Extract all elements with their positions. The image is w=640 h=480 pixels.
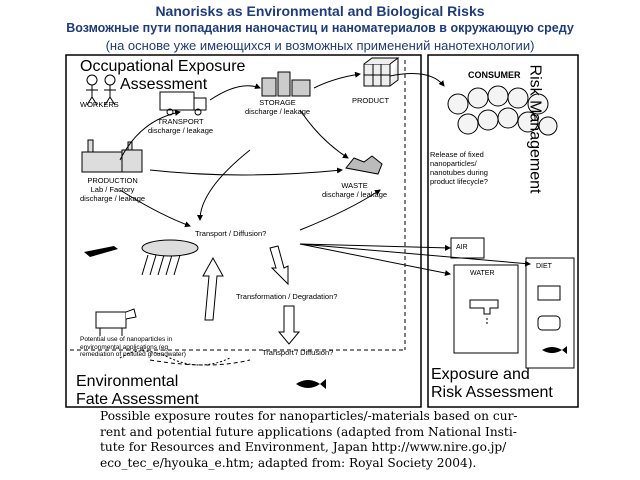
- airplane-icon: [84, 246, 118, 257]
- storage-sub: discharge / leakage: [245, 107, 311, 116]
- consumer-label: CONSUMER: [468, 70, 521, 80]
- product-label: PRODUCT: [352, 96, 390, 105]
- rain-lines: [142, 240, 198, 275]
- transport-label: [148, 117, 213, 135]
- subtitle-russian: (на основе уже имеющихся и возможных применений нанотехнологии): [105, 38, 535, 53]
- factory-icon: [82, 140, 142, 172]
- transport-sub: discharge / leakage: [148, 126, 214, 135]
- waste-sub: discharge / leakage: [322, 190, 388, 199]
- release-line-3: nanotubes during: [430, 168, 488, 177]
- occupational-heading: [80, 58, 245, 94]
- title-english: Nanorisks as Environmental and Biological Risks: [155, 3, 485, 19]
- storage-title: STORAGE: [259, 98, 296, 107]
- occupational-line-1: Occupational Exposure: [80, 58, 246, 75]
- transport-diffusion-1: Transport / Diffusion?: [195, 229, 267, 238]
- storage-label: [245, 98, 310, 116]
- production-sub2: discharge / leakage: [80, 194, 146, 203]
- cow-icon: [96, 309, 136, 336]
- potential-line-2: environmental applications (eg: [80, 343, 169, 351]
- tap-icon: [470, 300, 498, 326]
- waste-title: WASTE: [341, 181, 368, 190]
- water-label: WATER: [470, 270, 495, 277]
- risk-management-heading: Risk Management: [526, 64, 544, 194]
- transport-diffusion-2: Transport / Diffusion?: [262, 348, 334, 357]
- caption-line-2: rent and potential future applications (adapted from National Insti-: [100, 424, 517, 439]
- caption-line-1: Possible exposure routes for nanoparticles/-materials based on cur-: [100, 409, 518, 423]
- product-icon: [364, 58, 398, 86]
- environmental-line-2: Fate Assessment: [76, 391, 199, 408]
- workers-label: WORKERS: [80, 100, 119, 109]
- exposure-line-2: Risk Assessment: [431, 384, 553, 401]
- truck-icon: [160, 92, 206, 115]
- figure-caption: [100, 409, 570, 471]
- release-line-2: nanoparticles/: [430, 159, 477, 168]
- release-line-1: Release of fixed: [430, 150, 484, 159]
- release-line-4: product lifecycle?: [430, 177, 488, 186]
- release-note: [430, 150, 488, 186]
- potential-line-3: remediation of polluted groundwater): [80, 351, 186, 358]
- caption-line-4: eco_tec_e/hyouka_e.htm; adapted from: Royal Society 2004).: [100, 455, 477, 470]
- production-label: [80, 176, 145, 203]
- transport-title: TRANSPORT: [157, 117, 204, 126]
- title-russian: Возможные пути попадания наночастиц и наноматериалов в окружающую среду: [66, 21, 574, 35]
- environmental-heading: [76, 373, 199, 409]
- potential-note: [80, 336, 186, 359]
- environmental-line-1: Environmental: [76, 373, 179, 390]
- air-label: AIR: [456, 244, 468, 251]
- exposure-line-1: Exposure and: [431, 366, 530, 383]
- storage-icon: [262, 72, 310, 96]
- exposure-heading: [431, 366, 553, 402]
- waste-label: [322, 181, 387, 199]
- production-sub1: Lab / Factory: [90, 185, 135, 194]
- transformation-label: Transformation / Degradation?: [236, 292, 338, 301]
- waste-icon: [346, 156, 382, 174]
- production-title: PRODUCTION: [87, 176, 138, 185]
- occupational-line-2: Assessment: [120, 76, 208, 93]
- diet-icons: [538, 286, 560, 330]
- caption-line-3: tute for Resources and Environment, Japan http://www.nire.go.jp/: [100, 440, 507, 454]
- diet-label: DIET: [536, 263, 552, 270]
- potential-line-1: Potential use of nanoparticles in: [80, 336, 173, 343]
